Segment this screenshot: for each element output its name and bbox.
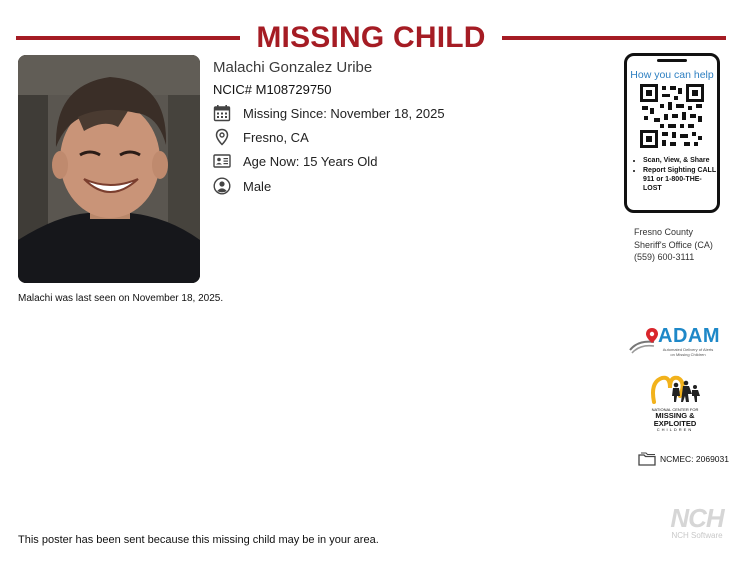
help-heading: How you can help [630, 69, 714, 81]
ncic-number: NCIC# M108729750 [213, 82, 332, 97]
missing-since-row [213, 103, 445, 123]
help-phone-card [624, 53, 720, 213]
header-rule-left [16, 36, 240, 40]
child-photo [18, 55, 200, 283]
phone-notch [657, 59, 687, 62]
adam-tagline [656, 347, 720, 357]
ncmec-line2: MISSING & [655, 411, 695, 420]
help-list [631, 156, 717, 194]
ncmec-wordmark [646, 407, 704, 433]
sex-text: Male [243, 178, 272, 194]
agency-phone[interactable]: (559) 600-3111 [634, 252, 695, 262]
calendar-icon [213, 104, 231, 122]
ncmec-id-row [634, 452, 729, 466]
contact-block [634, 226, 713, 264]
agency-line1: Fresno County [634, 227, 694, 237]
location-pin-icon [213, 128, 231, 146]
id-card-icon [213, 152, 231, 170]
nch-sub-text: NCH Software [671, 531, 723, 540]
location-text: Fresno, CA [243, 129, 309, 145]
ncmec-id-text: NCMEC: 2069031 [660, 454, 729, 464]
adam-logo [628, 326, 720, 358]
ncmec-logo [646, 374, 704, 436]
page-title: MISSING CHILD [256, 21, 486, 54]
nch-watermark [660, 503, 734, 540]
ncmec-line4: CHILDREN [656, 427, 694, 432]
ncmec-line1: NATIONAL CENTER FOR [651, 407, 699, 412]
adam-wordmark: ADAM [658, 325, 720, 347]
person-icon [213, 177, 231, 195]
nch-logo-text: NCH [670, 503, 724, 533]
folder-icon [638, 452, 656, 466]
child-name: Malachi Gonzalez Uribe [213, 59, 373, 76]
adam-tagline-2: on Missing Children [670, 352, 706, 357]
sex-row [213, 176, 271, 196]
age-text: Age Now: 15 Years Old [243, 153, 378, 169]
qr-code[interactable] [640, 84, 704, 148]
header-rule-right [502, 36, 726, 40]
footer-note: This poster has been sent because this missing child may be in your area. [18, 534, 379, 546]
age-row [213, 151, 377, 171]
help-item-scan: • Scan, View, & Share [643, 156, 717, 165]
adam-tagline-1: Automated Delivery of Alerts [662, 347, 714, 352]
last-seen-text: Malachi was last seen on November 18, 2025. [18, 293, 224, 304]
missing-since-text: Missing Since: November 18, 2025 [243, 105, 445, 121]
ncmec-line3: EXPLOITED [653, 418, 697, 428]
agency-line2: Sheriff's Office (CA) [634, 239, 713, 250]
help-item-report: • Report Sighting CALL 911 or 1-800-THE-LOST [643, 166, 717, 193]
location-row [213, 127, 309, 147]
